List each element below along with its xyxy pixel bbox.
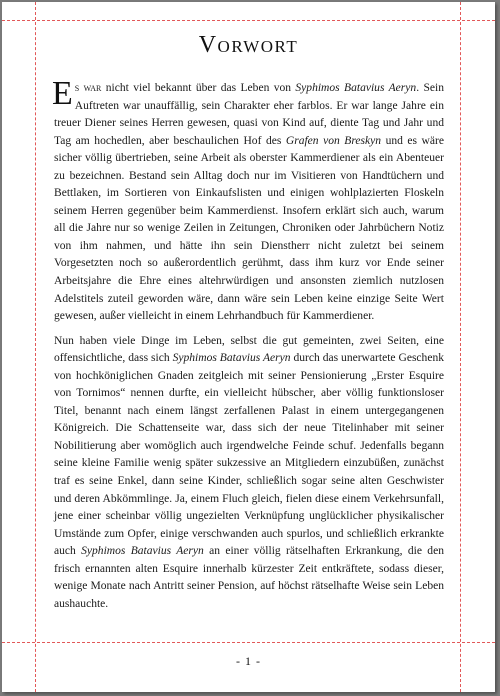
character-name: Syphimos Batavius Aeryn (295, 82, 417, 94)
margin-guide-bottom (2, 642, 495, 643)
page-number: - 1 - (236, 654, 261, 668)
paragraph-2-text-c: an einer völlig rätselhaften Erkrankung, die den frisch ernannten alten Esquire innerhalb kürzester Zeit entkräftete, sodass dieser, wenige Monate nach Antritt seiner Pension, auf höchst rätselhafte Weise sein Leben aushauchte. (54, 545, 444, 610)
court-name: Grafen von Breskyn (285, 134, 382, 147)
paragraph-1-text-a: nicht viel bekannt über das Leben von (101, 82, 296, 94)
page-title: Vorwort (198, 32, 299, 58)
paragraph-2 (54, 333, 444, 614)
document-page (2, 2, 495, 692)
body-text (52, 75, 445, 613)
margin-guide-left (35, 2, 36, 692)
margin-guide-right (460, 2, 461, 692)
lead-in-text: s war (74, 82, 102, 94)
margin-guide-top (2, 20, 495, 21)
paragraph-1-text-b: . Sein Auftreten war unauffällig, sein Charakter eher farblos. Er war lange Jahre ein treuer Diener seines Herren gewesen, quasi von Kind auf, diente Tag und Jahr und Tag am hochedlen, aber beschaulichen Hof des (54, 82, 444, 147)
drop-cap: E (52, 75, 73, 112)
character-name: Syphimos Batavius Aeryn (81, 545, 204, 558)
paragraph-2-text-b: durch das unerwartete Geschenk von hochköniglichen Gnaden zeitgleich mit seiner Pensionierung „Erster Esquire von Tornimos“ nennen durfte, ein vielleicht hübscher, aber völlig funktionsloser Titel, benannt nach einem längst zerfallenen Palast in einem untergegangenen Königreich. Die Schattenseite war, dass sich der neue Titelinhaber mit seiner Nobilitierung aber womöglich auch irgendwelche Feinde schuf. Jedenfalls begann seine kleine Familie wenig später sukzessive an Mitgliedern einzubüßen, zunächst traf es seine Enkel, dann seine Kinder, schließlich sogar seine alten Geschwister und deren Abkömmlinge. Ja, einem Fluch gleich, fielen diese einem Verkehrsunfall, jene einer scheinbar völlig ungezielten Verknüpfung unglücklicher physikalischer Umstände zum Opfer, einige verschwanden auch spurlos, und schließlich erkrankte auch (54, 352, 445, 558)
paragraph-1-text-c: und es wäre sicher völlig übertrieben, seine Arbeit als oberster Kammerdiener als ein Abenteuer zu bezeichnen. Bestand sein Alltag doch nur im Visitieren von Handtüchern und Bettlaken, im Sortieren von Einkaufslisten und einigen wohlplazierten Floskeln seinem Herren gegenüber beim Kammerdienst. Insofern erklärt sich auch, warum all die Jahre nur so wenige Zeilen in Zeitungen, Chroniken oder Jahrbüchern Notiz von ihm nahmen, und hätte ihn sein Dienstherr nicht zuletzt bei seinem Vorgesetzten noch so außerordentlich gerühmt, dass ihm kurz vor Ende seiner Arbeitsjahre die Ehre eines altehrwürdigen und ansonsten ziemlich nutzlosen Adelstitels zuteil geworden wäre, dann wäre sein Leben keine einzige Seite Wert gewesen, außer vielleicht in einem Lehrhandbuch für Kammerdiener. (54, 134, 444, 323)
character-name: Syphimos Batavius Aeryn (172, 352, 291, 365)
paragraph-1 (52, 75, 444, 326)
paragraph-2-text-a: Nun haben viele Dinge im Leben, selbst die gut gemeinten, zwei Seiten, eine offensichtliche, dass sich (54, 334, 444, 365)
